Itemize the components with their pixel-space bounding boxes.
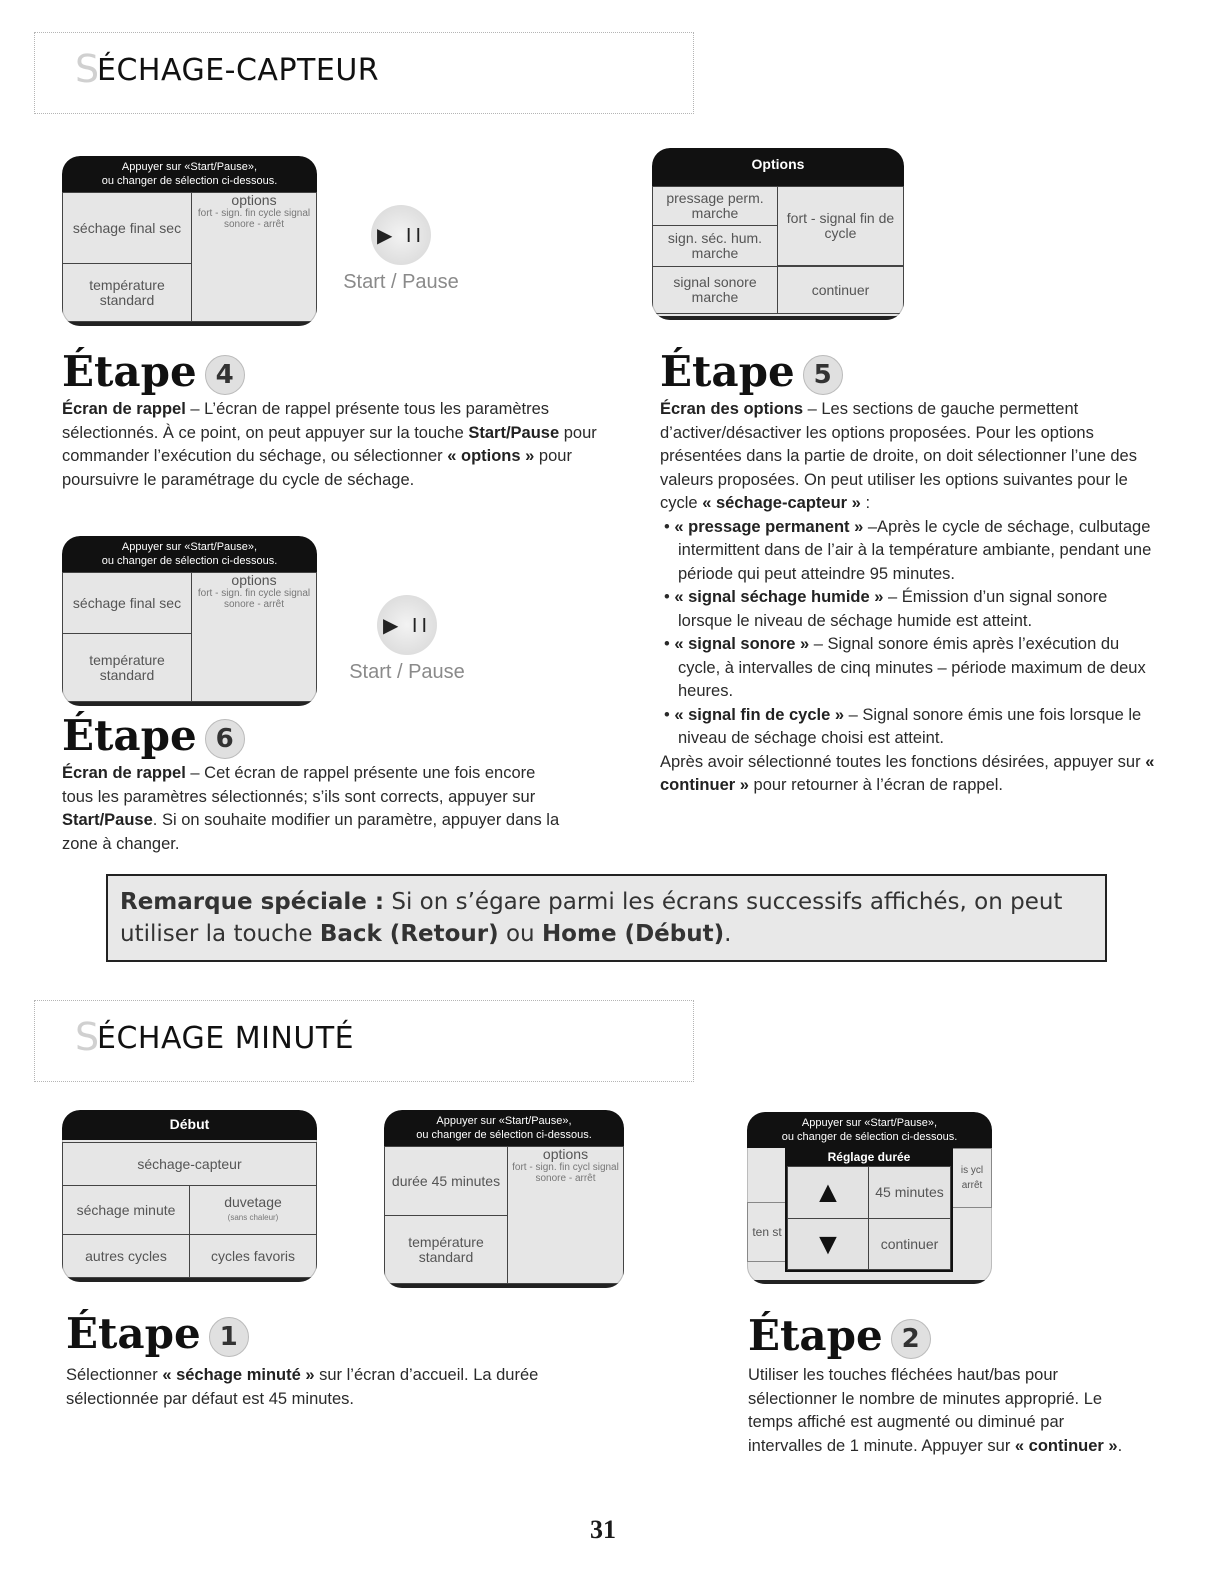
rappel-screen-panel-2: [62, 536, 317, 706]
section-title: ÉCHAGE-CAPTEUR: [97, 53, 380, 88]
step-number-badge: 4: [205, 355, 245, 395]
list-item: • « signal séchage humide » – Émission d’un signal sonore lorsque le niveau de séchage humide est atteint.: [664, 588, 1108, 630]
reglage-duree-dialog: [785, 1146, 953, 1272]
play-pause-icon: ▶ II: [371, 205, 431, 265]
panel-header: Appuyer sur «Start/Pause», ou changer de sélection ci-dessous.: [62, 536, 317, 572]
etape-2-heading: Étape 2: [748, 1312, 931, 1360]
list-item: • « signal sonore » – Signal sonore émis après l’exécution du cycle, à intervalles de cinq minutes – période maximum de deux heures.: [664, 635, 1146, 700]
etape-1-text: Sélectionner « séchage minuté » sur l’écran d’accueil. La durée sélectionnée par défaut est 45 minutes.: [66, 1366, 539, 1408]
cycles-favoris-button[interactable]: cycles favoris: [189, 1234, 317, 1278]
sign-sec-hum-toggle[interactable]: sign. séc. hum. marche: [652, 225, 778, 267]
start-pause-label: Start / Pause: [349, 661, 465, 683]
play-pause-icon: ▶ II: [377, 595, 437, 655]
options-screen-panel: [652, 148, 904, 320]
reglage-duree-screen-panel: [747, 1112, 992, 1284]
start-pause-button[interactable]: [336, 205, 466, 294]
continuer-button[interactable]: continuer: [868, 1218, 951, 1270]
etape-6-heading: Étape 6: [62, 712, 245, 760]
duree-cell[interactable]: durée 45 minutes: [384, 1146, 508, 1216]
minute-rappel-screen-panel: [384, 1110, 624, 1288]
down-arrow-button[interactable]: [787, 1218, 869, 1270]
sechage-minute-button[interactable]: séchage minute: [62, 1185, 190, 1235]
background-fragment-left: ten st: [747, 1202, 787, 1262]
temperature-cell[interactable]: température standard: [62, 633, 192, 702]
options-cell[interactable]: options fort - sign. fin cycl signal sonore - arrêt: [507, 1146, 624, 1284]
dialog-title: Réglage durée: [787, 1148, 951, 1166]
etape-5-text: Écran des options – Les sections de gauche permettent d’activer/désactiver les options proposées. Pour les options présentées dans la partie de droite, on doit sélectionner l’une des valeurs proposées. On peut utiliser les options suivantes pour le cycle « séchage-capteur » : • « pressage permanent » –Après le cycle de séchage, culbutage intermittent dans de l’air à la température ambiante, pendant une période qui peut atteindre 95 minutes. • « signal séchage humide » – Émission d’un signal sonore lorsque le niveau de séchage humide est atteint. • « signal sonore » – Signal sonore émis après l’exécution du cycle, à intervalles de cinq minutes – période maximum de deux heures. • « signal fin de cycle » – Signal sonore émis une fois lorsque le niveau de séchage choisi est atteint. Après avoir sélectionné toutes les fonctions désirées, appuyer sur « continuer » pour retourner à l’écran de rappel.: [660, 398, 1160, 798]
section-banner-sechage-minute: [34, 1000, 694, 1082]
panel-header: Appuyer sur «Start/Pause», ou changer de sélection ci-dessous.: [384, 1110, 624, 1146]
temperature-cell[interactable]: température standard: [384, 1215, 508, 1284]
fort-signal-cell[interactable]: fort - signal fin de cycle: [777, 186, 904, 266]
panel-header: Appuyer sur «Start/Pause», ou changer de sélection ci-dessous.: [62, 156, 317, 192]
debut-screen-panel: [62, 1110, 317, 1282]
section-initial: S: [75, 1015, 100, 1059]
triangle-down-icon: ▼: [813, 1227, 843, 1261]
panel-header: Options: [652, 148, 904, 186]
etape-6-text: Écran de rappel – Cet écran de rappel présente une fois encore tous les paramètres sélectionnés; s’ils sont corrects, appuyer sur Start/Pause. Si on souhaite modifier un paramètre, appuyer dans la zone à changer.: [62, 764, 560, 853]
list-item: • « pressage permanent » –Après le cycle de séchage, culbutage intermittent dans de l’air à la température ambiante, pendant une période qui peut atteindre 95 minutes.: [664, 517, 1152, 583]
continuer-button[interactable]: continuer: [777, 266, 904, 314]
duvetage-button[interactable]: duvetage (sans chaleur): [189, 1185, 317, 1235]
etape-5-heading: Étape 5: [660, 348, 843, 396]
etape-1-heading: Étape 1: [66, 1310, 249, 1358]
triangle-up-icon: ▲: [813, 1176, 843, 1209]
section-title: ÉCHAGE MINUTÉ: [97, 1021, 355, 1056]
sechage-capteur-button[interactable]: séchage-capteur: [62, 1142, 317, 1186]
duration-value: 45 minutes: [868, 1166, 951, 1219]
step-number-badge: 5: [803, 355, 843, 395]
rappel-screen-panel: [62, 156, 317, 326]
sechage-final-cell[interactable]: séchage final sec: [62, 192, 192, 264]
section-initial: S: [75, 47, 100, 91]
special-note-box: Remarque spéciale : Si on s’égare parmi les écrans successifs affichés, on peut utiliser la touche Back (Retour) ou Home (Début).: [106, 874, 1107, 962]
list-item: • « signal fin de cycle » – Signal sonore émis une fois lorsque le niveau de séchage choisi est atteint.: [664, 705, 1142, 747]
step-number-badge: 6: [205, 719, 245, 759]
page-number: 31: [590, 1515, 616, 1544]
background-fragment-right: is ycl arrêt: [952, 1148, 992, 1208]
temperature-cell[interactable]: température standard: [62, 263, 192, 322]
step-number-badge: 1: [209, 1317, 249, 1357]
start-pause-button-2[interactable]: [342, 595, 472, 684]
options-cell[interactable]: options fort - sign. fin cycle signal sonore - arrêt: [191, 572, 317, 702]
options-cell[interactable]: options fort - sign. fin cycle signal sonore - arrêt: [191, 192, 317, 322]
step-number-badge: 2: [891, 1319, 931, 1359]
up-arrow-button[interactable]: [787, 1166, 869, 1219]
section-banner-sechage-capteur: [34, 32, 694, 114]
etape-4-heading: Étape 4: [62, 348, 245, 396]
autres-cycles-button[interactable]: autres cycles: [62, 1234, 190, 1278]
etape-4-text: Écran de rappel – L’écran de rappel présente tous les paramètres sélectionnés. À ce point, on peut appuyer sur la touche Start/Pause pour commander l’exécution du séchage, ou sélectionner « options » pour poursuivre le paramétrage du cycle de séchage.: [62, 400, 597, 489]
sechage-final-cell[interactable]: séchage final sec: [62, 572, 192, 634]
start-pause-label: Start / Pause: [343, 271, 459, 293]
pressage-perm-toggle[interactable]: pressage perm. marche: [652, 186, 778, 226]
panel-header: Appuyer sur «Start/Pause», ou changer de sélection ci-dessous.: [747, 1112, 992, 1148]
etape-2-text: Utiliser les touches fléchées haut/bas pour sélectionner le nombre de minutes approprié. Le temps affiché est augmenté ou diminué par intervalles de 1 minute. Appuyer sur « continuer ».: [748, 1366, 1123, 1455]
panel-header: Début: [62, 1110, 317, 1140]
signal-sonore-toggle[interactable]: signal sonore marche: [652, 266, 778, 314]
